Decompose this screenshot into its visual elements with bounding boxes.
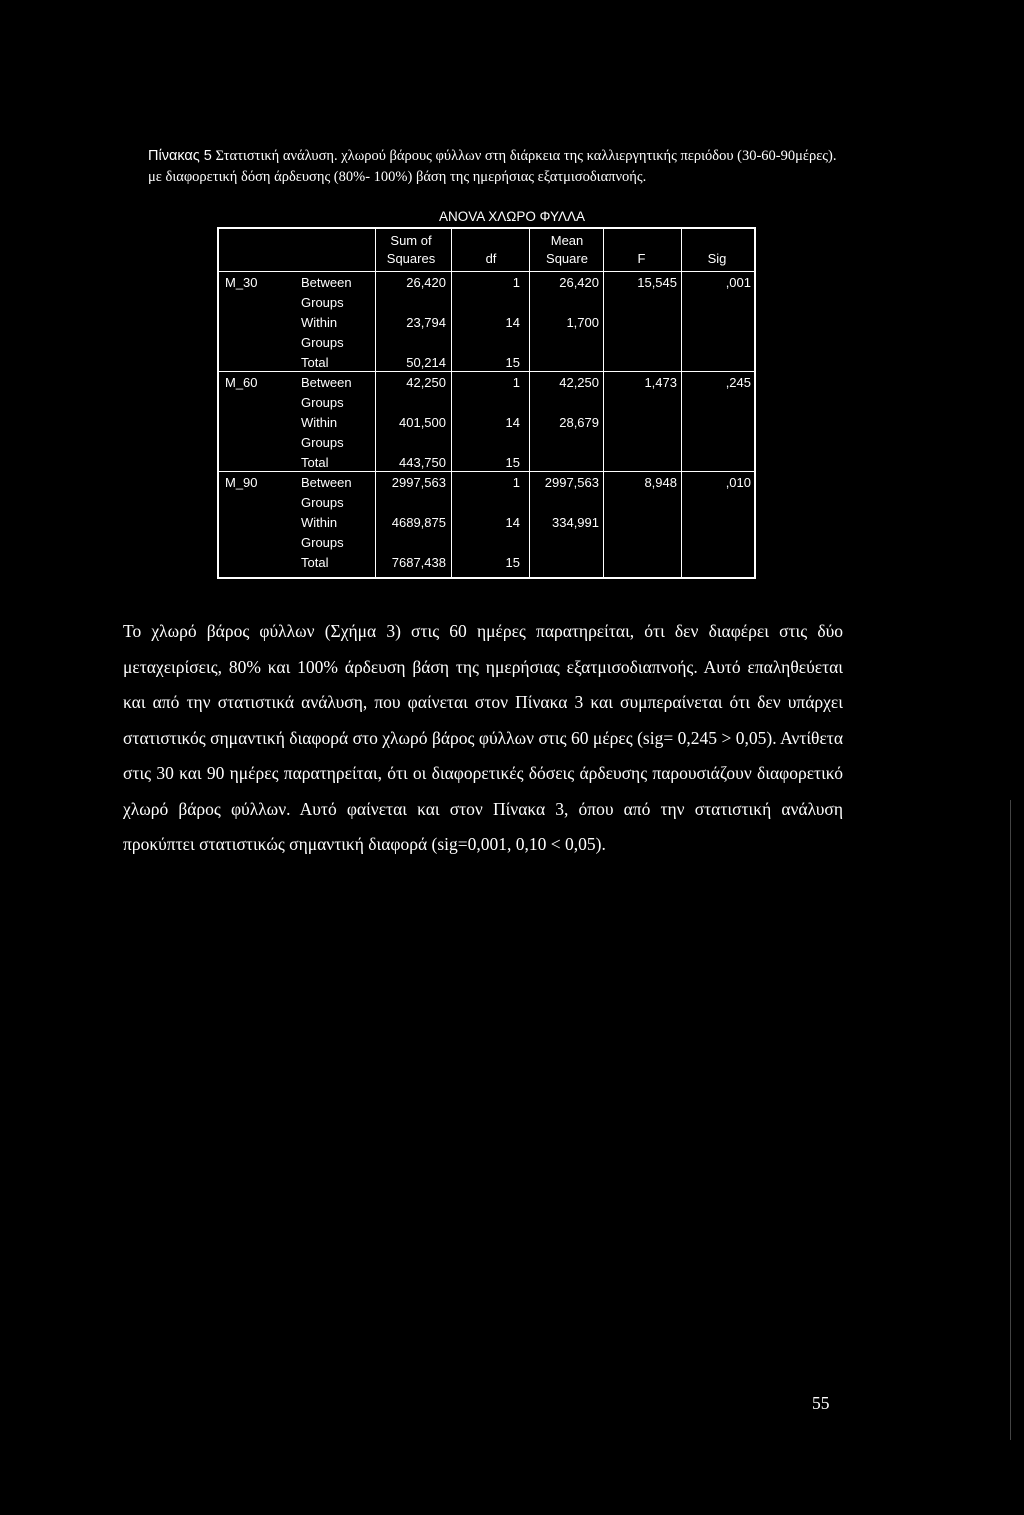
table-cell-ss: 7687,438 <box>391 555 446 570</box>
row-label-groups: Groups <box>301 495 344 510</box>
table-cell-ms: 26,420 <box>559 275 599 290</box>
table-cell-ss: 4689,875 <box>391 515 446 530</box>
table-cell-f: 15,545 <box>637 275 677 290</box>
table-cell-df: 1 <box>512 475 520 490</box>
row-label-within: Within <box>301 515 338 530</box>
group-name: M_60 <box>225 375 258 390</box>
group-name: M_30 <box>225 275 258 290</box>
table-cell-f: 8,948 <box>644 475 677 490</box>
page-number: 55 <box>812 1393 830 1413</box>
margin-line <box>1010 800 1011 1440</box>
table-cell-df: 14 <box>505 515 520 530</box>
table-cell-ms: 334,991 <box>552 515 599 530</box>
row-label-groups: Groups <box>301 395 344 410</box>
caption-text: Στατιστική ανάλυση. χλωρού βάρους φύλλων στη διάρκεια της καλλιεργητικής περιόδου (30-60-90μέρες). με διαφορετική δόση άρδευσης (80%- 100%) βάση της ημερήσιας εξατμισοδιαπνοής. <box>148 148 837 185</box>
table-cell-df: 1 <box>512 275 520 290</box>
table-cell-ss: 26,420 <box>406 275 446 290</box>
table-cell-ss: 50,214 <box>406 355 446 370</box>
row-label-groups: Groups <box>301 535 344 550</box>
header-sum-of-squares-2: Squares <box>386 251 436 266</box>
header-f: F <box>637 251 646 266</box>
table-cell-ss: 42,250 <box>406 375 446 390</box>
table-cell-ss: 2997,563 <box>391 475 446 490</box>
row-label-total: Total <box>301 555 329 570</box>
anova-table <box>217 227 756 579</box>
row-label-groups: Groups <box>301 435 344 450</box>
header-sig: Sig <box>707 251 727 266</box>
header-sum-of-squares-1: Sum of <box>390 233 432 248</box>
table-cell-sig: ,245 <box>725 375 751 390</box>
row-label-within: Within <box>301 415 338 430</box>
caption-lead: Πίνακας 5 <box>148 148 212 164</box>
table-cell-ss: 443,750 <box>399 455 446 470</box>
table-cell-df: 15 <box>505 355 520 370</box>
table-cell-f: 1,473 <box>644 375 677 390</box>
table-cell-df: 15 <box>505 555 520 570</box>
table-cell-ms: 42,250 <box>559 375 599 390</box>
table-cell-ms: 2997,563 <box>544 475 599 490</box>
header-df: df <box>485 251 497 266</box>
table-cell-df: 14 <box>505 315 520 330</box>
table-cell-ms: 1,700 <box>566 315 599 330</box>
group-name: M_90 <box>225 475 258 490</box>
table-cell-ms: 28,679 <box>559 415 599 430</box>
table-cell-df: 15 <box>505 455 520 470</box>
header-divider <box>219 271 754 272</box>
table-cell-ss: 23,794 <box>406 315 446 330</box>
table-title: ANOVA ΧΛΩΡΟ ΦΥΛΛΑ <box>438 209 585 224</box>
row-label-between: Between <box>301 475 352 490</box>
table-cell-df: 1 <box>512 375 520 390</box>
table-cell-ss: 401,500 <box>399 415 446 430</box>
header-mean-square-2: Square <box>546 251 588 266</box>
row-label-total: Total <box>301 455 329 470</box>
body-paragraph: Το χλωρό βάρος φύλλων (Σχήμα 3) στις 60 ημέρες παρατηρείται, ότι δεν διαφέρει στις δύο μεταχειρίσεις, 80% και 100% άρδευση βάση της ημερήσιας εξατμισοδιαπνοής. Αυτό επαληθεύεται και από την στατιστικά ανάλυση, που φαίνεται στον Πίνακα 3 και συμπεραίνεται ότι δεν υπάρχει στατιστικός σημαντική διαφορά στο χλωρό βάρος φύλλων στις 60 μέρες (sig= 0,245 > 0,05). Αντίθετα στις 30 και 90 ημέρες παρατηρείται, ότι οι διαφορετικές δόσεις άρδευσης παρουσιάζουν διαφορετικό χλωρό βάρος φύλλων. Αυτό φαίνεται και στον Πίνακα 3, όπου από την στατιστική ανάλυση προκύπτει στατιστικώς σημαντική διαφορά (sig=0,001, 0,10 < 0,05). <box>123 621 843 854</box>
row-label-groups: Groups <box>301 335 344 350</box>
table-caption <box>148 146 838 188</box>
table-cell-sig: ,010 <box>725 475 751 490</box>
header-mean-square-1: Mean <box>550 233 584 248</box>
row-label-between: Between <box>301 275 352 290</box>
row-label-groups: Groups <box>301 295 344 310</box>
table-cell-df: 14 <box>505 415 520 430</box>
row-label-total: Total <box>301 355 329 370</box>
row-label-within: Within <box>301 315 338 330</box>
row-label-between: Between <box>301 375 352 390</box>
table-cell-sig: ,001 <box>725 275 751 290</box>
